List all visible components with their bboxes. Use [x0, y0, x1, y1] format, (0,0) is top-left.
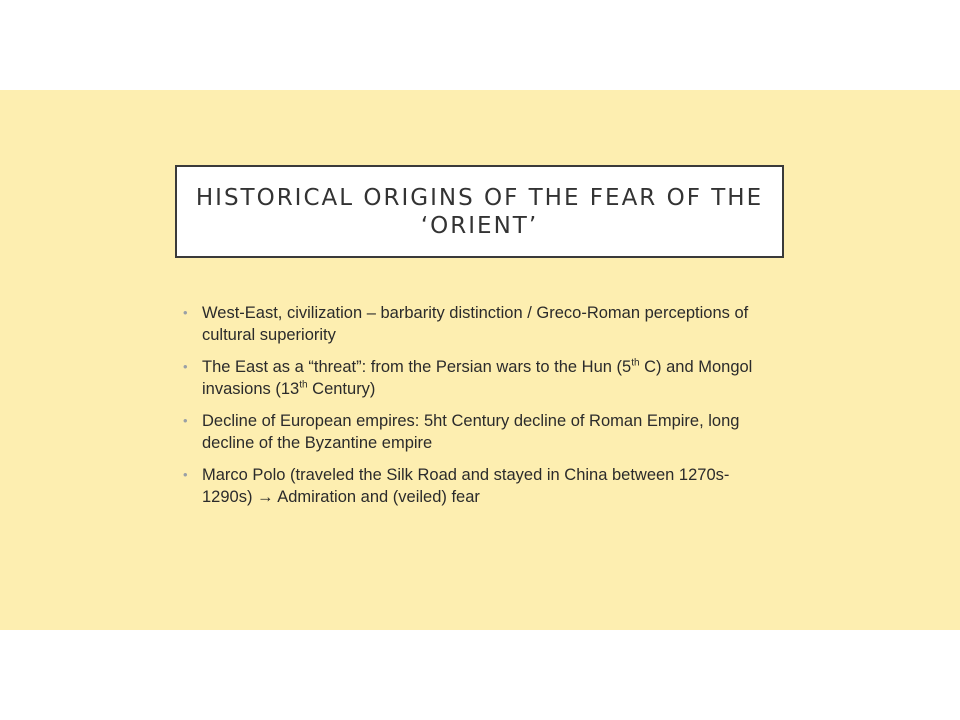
bullet-item — [182, 302, 772, 346]
superscript: th — [631, 357, 640, 369]
bullet-dot-icon: • — [183, 413, 188, 428]
bullet-text: Decline of European empires: 5ht Century decline of Roman Empire, long decline of the Byzantine empire — [202, 412, 740, 452]
bullet-text: C) and Mongol invasions (13 — [202, 358, 753, 398]
title-box — [175, 165, 784, 258]
bullet-text: Century) — [307, 380, 376, 398]
slide-background — [0, 90, 960, 630]
bullet-item — [182, 410, 772, 454]
slide-title: HISTORICAL ORIGINS OF THE FEAR OF THE ‘ORIENT’ — [195, 184, 764, 239]
superscript: th — [299, 379, 308, 391]
bullet-item — [182, 464, 772, 508]
bullet-list — [182, 302, 772, 518]
bullet-dot-icon: • — [183, 305, 188, 320]
bullet-dot-icon: • — [183, 359, 188, 374]
bullet-dot-icon: • — [183, 467, 188, 482]
bullet-text: The East as a “threat”: from the Persian wars to the Hun (5 — [202, 358, 632, 376]
bullet-text: West-East, civilization – barbarity distinction / Greco-Roman perceptions of cultural superiority — [202, 304, 749, 344]
bullet-item — [182, 356, 772, 400]
bullet-text: Marco Polo (traveled the Silk Road and stayed in China between 1270s-1290s) → Admiration and (veiled) fear — [202, 466, 730, 506]
